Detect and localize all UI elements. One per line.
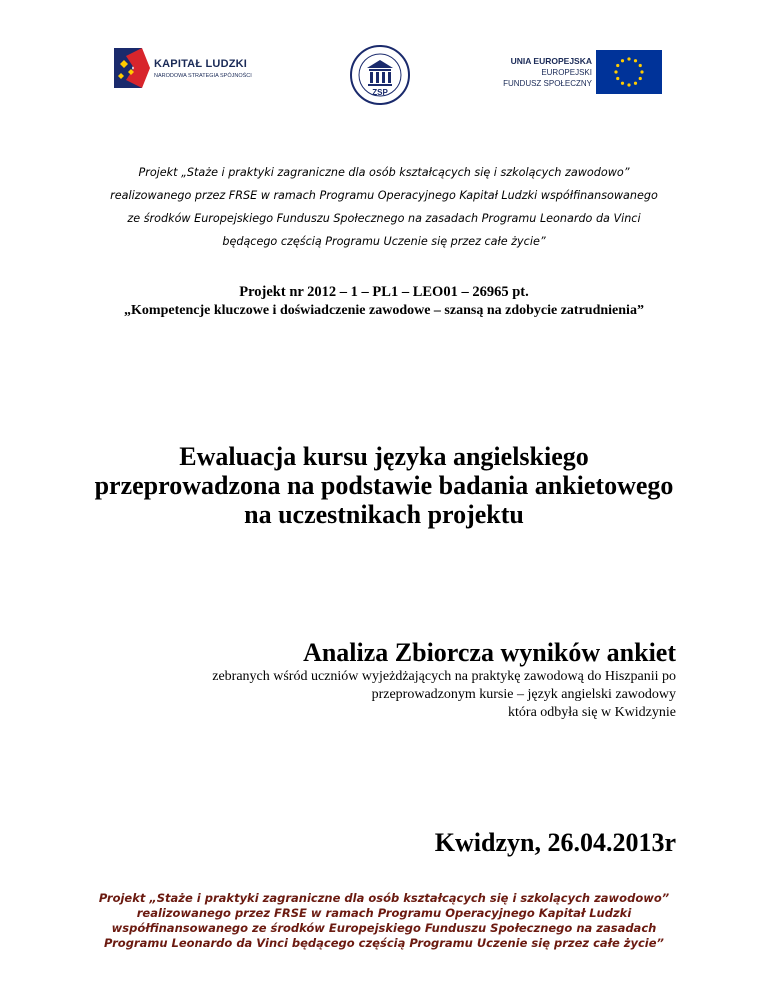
school-seal-logo: [347, 44, 413, 106]
intro-line: ze środków Europejskiego Funduszu Społecznego na zasadach Programu Leonardo da Vinci: [127, 212, 641, 225]
document-title: [40, 442, 728, 529]
eu-line-2: EUROPEJSKI: [541, 68, 592, 77]
eu-star-icon: [627, 57, 630, 60]
eu-logo: [503, 50, 662, 104]
kapital-ludzki-logo: [112, 46, 262, 92]
logo-bar: [0, 40, 768, 120]
eu-line-1: UNIA EUROPEJSKA: [510, 56, 592, 66]
eu-star-icon: [640, 70, 643, 73]
analysis-line: zebranych wśród uczniów wyjeżdżających na praktykę zawodową do Hiszpanii po: [212, 669, 676, 684]
eu-star-icon: [616, 77, 619, 80]
analysis-heading: Analiza Zbiorcza wyników ankiet: [303, 638, 676, 667]
footer-line: realizowanego przez FRSE w ramach Programu Operacyjnego Kapitał Ludzki: [136, 906, 632, 920]
school-seal-label: ZSP: [372, 88, 388, 97]
eu-star-icon: [621, 82, 624, 85]
kapital-ludzki-name: KAPITAŁ LUDZKI: [154, 58, 248, 70]
eu-star-icon: [621, 59, 624, 62]
intro-line: realizowanego przez FRSE w ramach Programu Operacyjnego Kapitał Ludzki współfinansowanego: [110, 189, 658, 202]
kapital-ludzki-mark-icon: [112, 46, 152, 90]
eu-flag-icon: [596, 50, 662, 94]
footer-text: [40, 891, 728, 951]
project-title: „Kompetencje kluczowe i doświadczenie zawodowe – szansą na zdobycie zatrudnienia”: [124, 303, 644, 318]
eu-star-icon: [639, 77, 642, 80]
footer-line: Programu Leonardo da Vinci będącego częścią Programu Uczenie się przez całe życie”: [104, 936, 664, 950]
footer-line: współfinansowanego ze środków Europejskiego Funduszu Społecznego na zasadach: [111, 921, 657, 935]
kapital-ludzki-tagline: NARODOWA STRATEGIA SPÓJNOŚCI: [154, 73, 252, 79]
eu-star-icon: [634, 82, 637, 85]
eu-line-3: FUNDUSZ SPOŁECZNY: [503, 79, 592, 88]
title-line: Ewaluacja kursu języka angielskiego: [179, 442, 589, 471]
intro-text: [60, 161, 708, 253]
title-line: na uczestnikach projektu: [244, 500, 524, 529]
intro-line: Projekt „Staże i praktyki zagraniczne dla osób kształcących się i szkolących zawodowo”: [138, 166, 630, 179]
title-line: przeprowadzona na podstawie badania ankietowego: [94, 471, 674, 500]
eu-star-icon: [634, 59, 637, 62]
analysis-line: która odbyła się w Kwidzynie: [508, 705, 676, 720]
project-number: Projekt nr 2012 – 1 – PL1 – LEO01 – 26965 pt.: [239, 284, 529, 300]
eu-star-icon: [616, 64, 619, 67]
analysis-description: [116, 668, 676, 722]
eu-text: [503, 56, 592, 89]
intro-line: będącego częścią Programu Uczenie się przez całe życie”: [222, 235, 546, 248]
eu-star-icon: [639, 64, 642, 67]
place-date: Kwidzyn, 26.04.2013r: [434, 828, 676, 857]
footer-line: Projekt „Staże i praktyki zagraniczne dla osób kształcących się i szkolących zawodowo”: [98, 891, 670, 905]
eu-star-icon: [627, 83, 630, 86]
eu-star-icon: [614, 70, 617, 73]
analysis-line: przeprowadzonym kursie – język angielski zawodowy: [371, 687, 676, 702]
